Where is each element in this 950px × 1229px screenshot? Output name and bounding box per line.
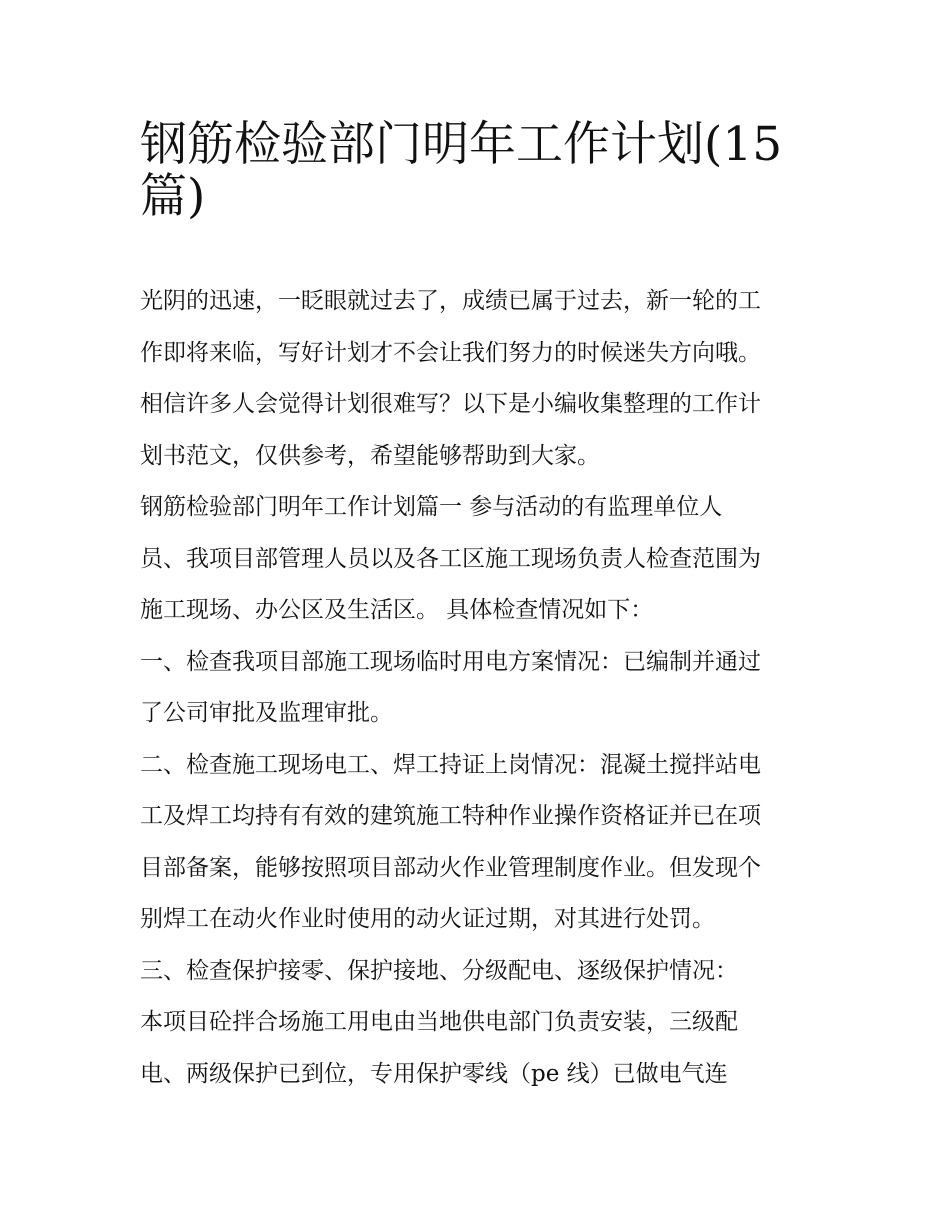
- body-line: 本项目砼拌合场施工用电由当地供电部门负责安装，三级配: [140, 1009, 738, 1035]
- body-line: 施工现场、办公区及生活区。 具体检查情况如下：: [140, 597, 654, 623]
- body-line: 目部备案，能够按照项目部动火作业管理制度作业。但发现个: [140, 854, 761, 881]
- title-line-1: 钢筋检验部门明年工作计划(15: [140, 117, 783, 172]
- body-line: 员、我项目部管理人员以及各工区施工现场负责人检查范围为: [140, 545, 761, 572]
- body-line: 钢筋检验部门明年工作计划篇一 参与活动的有监理单位人: [140, 494, 723, 520]
- body-line: 相信许多人会觉得计划很难写？以下是小编收集整理的工作计: [140, 391, 761, 417]
- body-line: 工及焊工均持有有效的建筑施工特种作业操作资格证并已在项: [140, 803, 761, 829]
- body-line: 电、两级保护已到位，专用保护零线（pe 线）已做电气连: [140, 1060, 728, 1087]
- title-line-2: 篇): [140, 168, 206, 224]
- body-line: 二、检查施工现场电工、焊工持证上岗情况：混凝土搅拌站电: [140, 751, 761, 778]
- body-line: 了公司审批及监理审批。: [140, 700, 393, 726]
- document-title: [140, 112, 820, 224]
- body-line: 别焊工在动火作业时使用的动火证过期，对其进行处罚。: [140, 906, 715, 932]
- body-line: 一、检查我项目部施工现场临时用电方案情况：已编制并通过: [140, 648, 761, 675]
- body-line: 作即将来临，写好计划才不会让我们努力的时候迷失方向哦。: [140, 339, 761, 366]
- body-line: 光阴的迅速，一眨眼就过去了，成绩已属于过去，新一轮的工: [140, 288, 761, 314]
- body-line: 划书范文，仅供参考，希望能够帮助到大家。: [140, 442, 600, 469]
- body-line: 三、检查保护接零、保护接地、分级配电、逐级保护情况：: [140, 957, 738, 984]
- document-body: [140, 276, 820, 1100]
